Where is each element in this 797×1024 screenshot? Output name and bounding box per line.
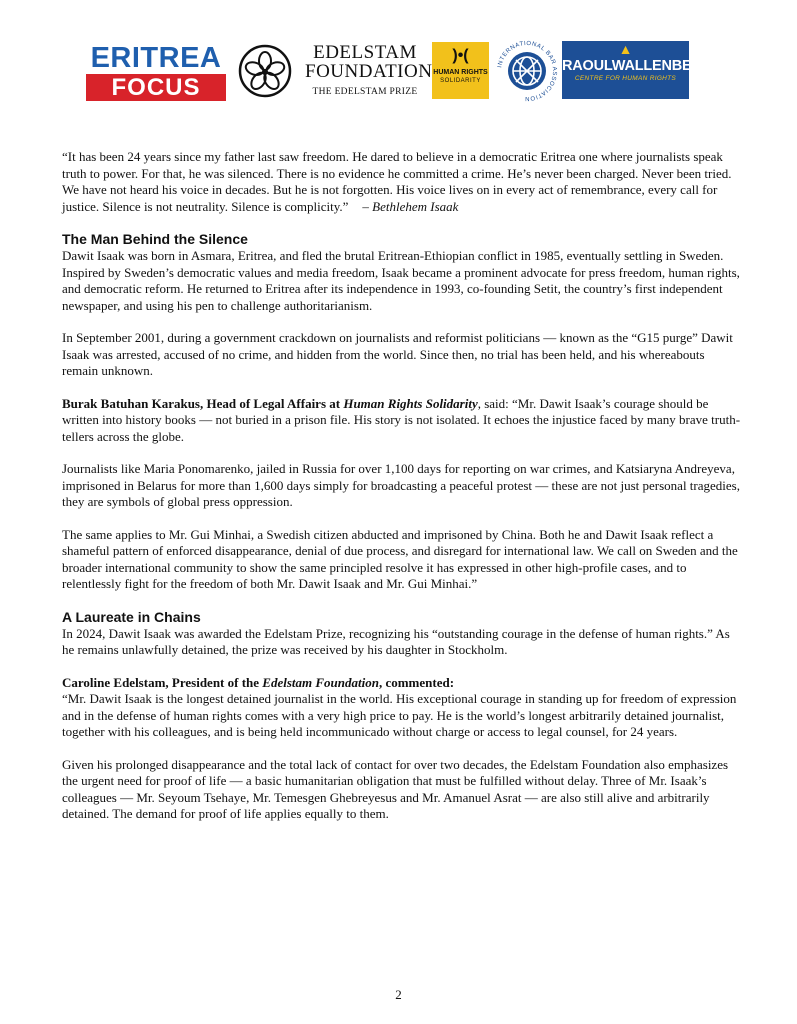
article-body (62, 149, 742, 839)
section-heading: The Man Behind the Silence (62, 231, 248, 247)
edelstam-foundation-logo: EDELSTAM FOUNDATION THE EDELSTAM PRIZE (305, 42, 433, 97)
quote-attribution: – Bethlehem Isaak (362, 198, 459, 214)
paragraph: Given his prolonged disappearance and the total lack of contact for over two decades, the Edelstam Foundation also emphasizes the urgent need for proof of life — a basic humanitarian obligation that must be fulfilled without delay. Three of Mr. Isaak’s colleagues — Mr. Seyoum Tsehaye, Mr. Temesgen Ghebreyesus and Mr. Amanuel Asrat — are also still alive and arbitrarily detained. The demand for proof of life applies equally to them. (62, 756, 729, 821)
flame-icon: ▲ (618, 43, 633, 58)
eritrea-focus-logo: ERITREA FOCUS (86, 44, 226, 101)
paragraph: In 2024, Dawit Isaak was awarded the Edelstam Prize, recognizing his “outstanding courage in the defense of human rights.” As he remains unlawfully detained, the prize was received by his daughter in Stockholm. (62, 625, 730, 657)
page-number: 2 (395, 987, 402, 1002)
human-rights-solidarity-logo: )•( HUMAN RIGHTS SOLIDARITY (432, 42, 489, 99)
svg-text:INTERNATIONAL BAR ASSOCIATION: INTERNATIONAL BAR ASSOCIATION (497, 40, 558, 102)
paragraph: Burak Batuhan Karakus, Head of Legal Affairs at Human Rights Solidarity, said: “Mr. Dawit Isaak’s courage should be written into history books — not buried in a prison file. His story is not isolated. It echoes the injustice faced by many brave truth-tellers across the globe. (62, 395, 741, 444)
paragraph: Dawit Isaak was born in Asmara, Eritrea, and fled the brutal Eritrean-Ethiopian conflict in 1985, eventually settling in Sweden. Inspired by Sweden’s democratic values and media freedom, Isaak became a prominent advocate for press freedom, human rights, and democratic reform. He returned to Eritrea after its independence in 1993, co-founding Setit, the country’s first independent newspaper, and using his pen to challenge authoritarianism. (62, 248, 740, 313)
partner-logos (86, 40, 713, 102)
opening-quote: “It has been 24 years since my father last saw freedom. He dared to believe in a democratic Eritrea one where journalists speak truth to power. For that, he was silenced. There is no evidence he committed a crime. He’s never been charged. Never been tried. We have not heard his voice in decades. But he is not forgotten. His voice lives on in every act of remembrance, every call for justice. Silence is not neutrality. Silence is complicity.” – Bethlehem Isaak (62, 149, 732, 214)
paragraph: Journalists like Maria Ponomarenko, jailed in Russia for over 1,100 days for reporting on war crimes, and Katsiaryna Andreyeva, imprisoned in Belarus for more than 1,600 days simply for broadcasting a peaceful protest — these are not just personal tragedies, they are symbols of global press oppression. (62, 461, 740, 509)
paragraph: In September 2001, during a government crackdown on journalists and reformist politicians — known as the “G15 purge” Dawit Isaak was arrested, accused of no crime, and hidden from the world. Since then, no trial has been held, and his whereabouts remain unknown. (62, 330, 733, 378)
paragraph: “Mr. Dawit Isaak is the longest detained journalist in the world. His exceptional courage in standing up for freedom of expression and in the defense of human rights comes with a very high price to pay. He is the world’s longest arbitrarily detained journalist, together with his colleagues, and is being held incommunicado without charge or access to legal counsel, for 24 years. (62, 691, 737, 739)
section-heading: A Laureate in Chains (62, 608, 201, 625)
flower-icon (238, 44, 292, 98)
speaker-line: Caroline Edelstam, President of the Edelstam Foundation, commented: (62, 674, 455, 690)
raoul-wallenberg-centre-logo: ▲ RAOULWALLENBERG CENTRE FOR HUMAN RIGHTS (562, 41, 689, 99)
iba-globe-icon (496, 40, 558, 102)
paragraph: The same applies to Mr. Gui Minhai, a Swedish citizen abducted and imprisoned by China. Both he and Dawit Isaak reflect a shameful pattern of enforced disappearance, denial of due process, and disregard for international law. We call on Sweden and the broader international community to show the same principled resolve it has expressed in other high-profile cases, and to relentlessly fight for the freedom of both Mr. Dawit Isaak and Mr. Gui Minhai.” (62, 526, 738, 591)
